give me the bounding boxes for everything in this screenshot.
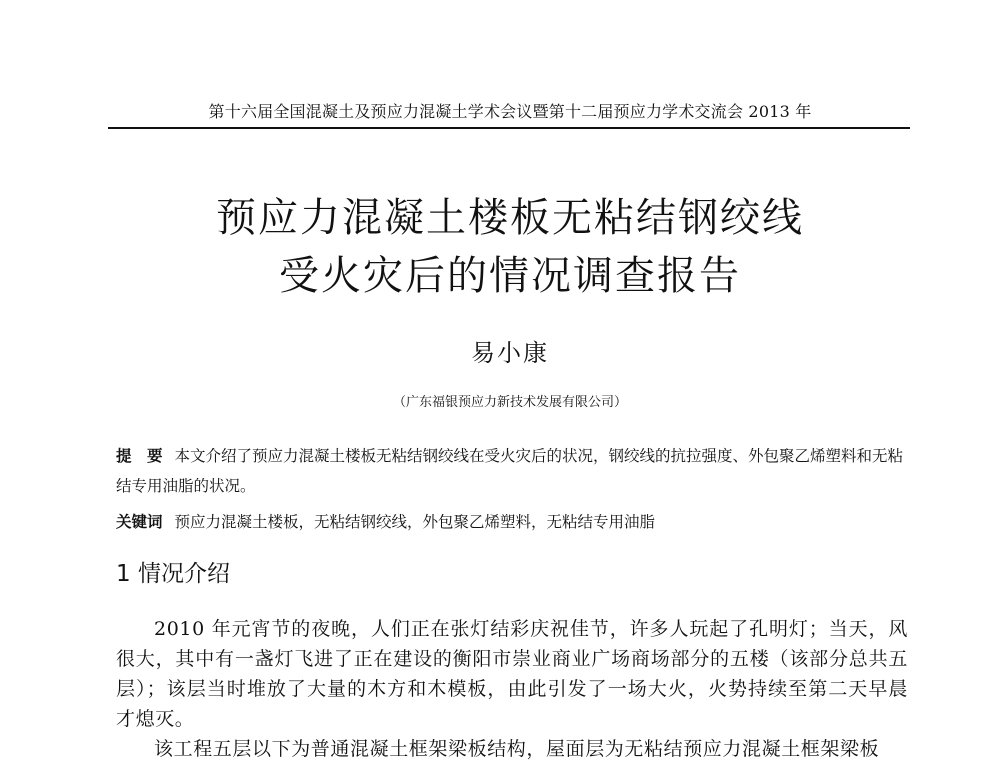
header-rule	[108, 127, 910, 129]
section-heading: 1 情况介绍	[116, 561, 230, 587]
keywords	[116, 507, 908, 537]
author-name: 易小康	[471, 339, 549, 367]
author-affiliation: （广东福银预应力新技术发展有限公司）	[392, 395, 627, 410]
section-body	[116, 614, 908, 764]
body-paragraph: 2010 年元宵节的夜晚，人们正在张灯结彩庆祝佳节，许多人玩起了孔明灯；当天，风很大，其中有一盏灯飞进了正在建设的衡阳市崇业商业广场商场部分的五楼（该部分总共五层）；该层当时堆放了大量的木方和木模板，由此引发了一场大火，火势持续至第二天早晨才熄灭。	[116, 618, 908, 730]
paper-title-line-2: 受火灾后的情况调查报告	[279, 253, 741, 299]
abstract-text: 本文介绍了预应力混凝土楼板无粘结钢绞线在受火灾后的状况，钢绞线的抗拉强度、外包聚乙烯塑料和无粘结专用油脂的状况。	[116, 447, 904, 495]
keywords-text: 预应力混凝土楼板，无粘结钢绞线，外包聚乙烯塑料，无粘结专用油脂	[174, 513, 656, 531]
running-header: 第十六届全国混凝土及预应力混凝土学术会议暨第十二届预应力学术交流会 2013 年	[208, 102, 812, 121]
keywords-label: 关键词	[116, 513, 163, 531]
paper-title-line-1: 预应力混凝土楼板无粘结钢绞线	[216, 195, 804, 241]
body-paragraph: 该工程五层以下为普通混凝土框架梁板结构，屋面层为无粘结预应力混凝土框架梁板	[154, 738, 880, 760]
abstract-label: 提 要	[116, 447, 163, 465]
abstract	[116, 441, 908, 501]
